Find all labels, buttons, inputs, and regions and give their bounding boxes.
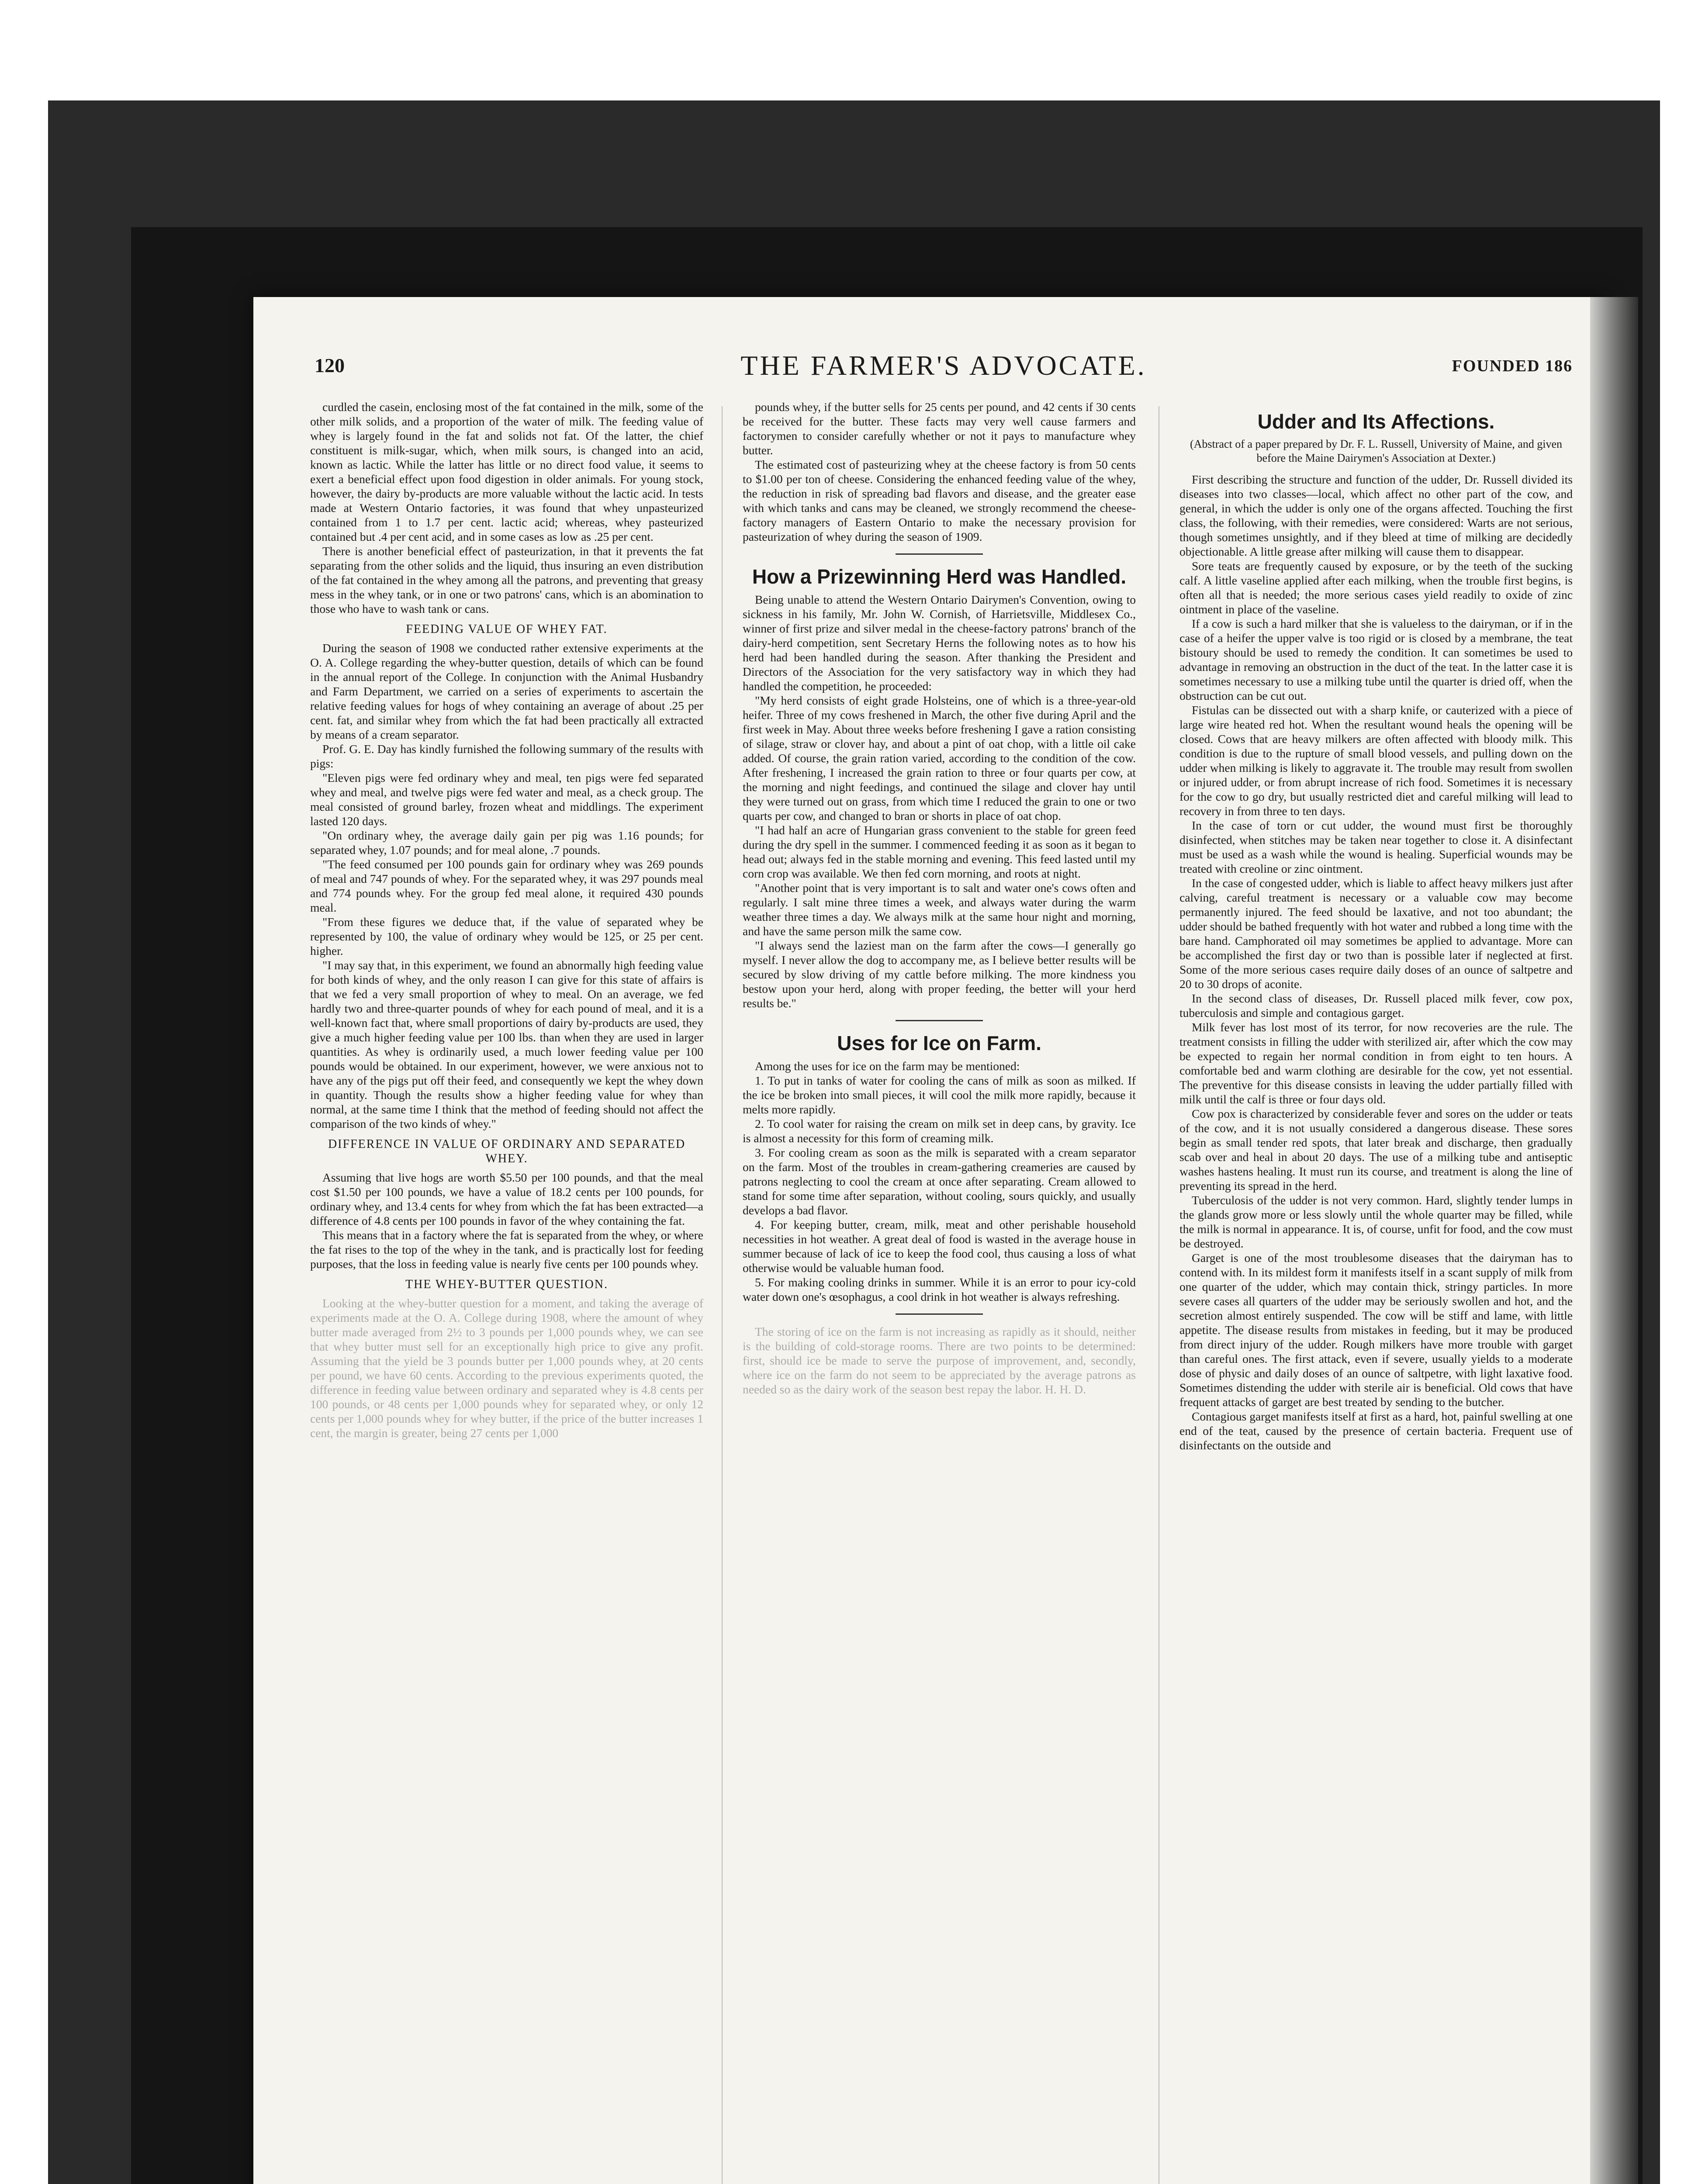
paragraph: 3. For cooling cream as soon as the milk is separated with a cream separator on the farm. Most of the troubles in cream-gathering creameries are caused by patrons neglecting to cool the cream at once after separating. Cream allowed to stand for some time after separation, without cooling, sours quickly, and usually develops a bad flavor.	[743, 1146, 1136, 1217]
paragraph: "I may say that, in this experiment, we found an abnormally high feeding value for both kinds of whey, and the only reason I can give for this state of affairs is that we fed a very small proportion of whey to meal. On an average, we fed hardly two and three-quarter pounds of whey for each pound of meal, and it is a well-known fact that, where small proportions of dairy by-products are used, they give a much higher feeding value per 100 lbs. than when they are used in larger quantities. As whey is ordinarily used, a much lower feeding value per 100 pounds would be obtained. In our experiment, however, we were anxious not to have any of the pigs put off their feed, and consequently we kept the whey down in quantity. Though the results show a higher feeding value for whey than normal, at the same time I think that the method of feeding should not affect the comparison of the two kinds of whey."	[310, 958, 703, 1130]
paragraph-faded: Looking at the whey-butter question for a moment, and taking the average of experiments made at the O. A. College during 1908, where the amount of whey butter made averaged from 2½ to 3 pounds per 1,000 pounds whey, we can see that whey butter must sell for an exceptionally high price to give any profit. Assuming that the yield be 3 pounds butter per 1,000 pounds whey, at 20 cents per pound, we have 60 cents. According to the previous experiments quoted, the difference in feeding value between ordinary and separated whey is 4.8 cents per 100 pounds, or 48 cents per 1,000 pounds whey for separated whey, or only 12 cents per 1,000 pounds whey for whey butter, if the price of the butter increases 1 cent, the margin is greater, being 27 cents per 1,000	[310, 1296, 703, 1440]
paragraph: "On ordinary whey, the average daily gain per pig was 1.16 pounds; for separated whey, 1.07 pounds; and for meal alone, .7 pounds.	[310, 829, 703, 857]
paragraph: Cow pox is characterized by considerable fever and sores on the udder or teats of the cow, and it is not usually considered a dangerous disease. These sores begin as small tender red spots, that later break and discharge, then gradually scab over and heal in about 20 days. The use of a milking tube and antiseptic washes hastens healing. It must run its course, and treatment is along the line of preventing its spread in the herd.	[1179, 1107, 1573, 1192]
article-abstract: (Abstract of a paper prepared by Dr. F. L. Russell, University of Maine, and given before the Maine Dairymen's Association at Dexter.)	[1190, 438, 1563, 464]
paragraph: This means that in a factory where the fat is separated from the whey, or where the fat rises to the top of the whey in the tank, and is practically lost for feeding purposes, that the loss in feeding value is nearly five cents per 100 pounds whey.	[310, 1228, 703, 1271]
founded-label: FOUNDED 186	[1452, 357, 1573, 375]
paragraph: During the season of 1908 we conducted rather extensive experiments at the O. A. College regarding the whey-butter question, details of which can be found in the annual report of the College. In conjunction with the Animal Husbandry and Farm Department, we carried on a series of experiments to ascertain the relative feeding values for hogs of whey containing an average of about .25 per cent. fat, and similar whey from which the fat had been practically all extracted by means of a cream separator.	[310, 641, 703, 741]
section-rule	[896, 553, 983, 555]
paragraph: curdled the casein, enclosing most of the fat contained in the milk, some of the other milk solids, and a proportion of the water of milk. The feeding value of whey is largely found in the fat and solids not fat. Of the latter, the chief constituent is milk-sugar, which, when milk sours, is changed into an acid, known as lactic. While the latter has little or no direct food value, it seems to exert a beneficial effect upon food digestion in older animals. For young stock, however, the dairy by-products are more valuable without the lactic acid. In tests made at Western Ontario factories, it was found that whey unpasteurized contained from 1 to 1.7 per cent. lactic acid; whereas, whey pasteurized contained but .4 per cent acid, and in some cases as low as .25 per cent.	[310, 400, 703, 543]
paragraph: Milk fever has lost most of its terror, for now recoveries are the rule. The treatment consists in filling the udder with sterilized air, after which the cow may be expected to regain her normal condition in from eight to ten hours. A comfortable bed and warm clothing are desirable for the cow, yet not essential. The preventive for this disease consists in leaving the udder partially filled with milk until the calf is three or four days old.	[1179, 1020, 1573, 1106]
paragraph: In the case of torn or cut udder, the wound must first be thoroughly disinfected, when stitches may be taken near together to close it. A disinfectant must be used as a wash while the wound is healing. Superficial wounds may be treated with creoline or zinc ointment.	[1179, 819, 1573, 875]
paragraph: "My herd consists of eight grade Holsteins, one of which is a three-year-old heifer. Three of my cows freshened in March, the other five during April and the first week in May. About three weeks before freshening I gave a ration consisting of silage, straw or clover hay, and about a pint of oat chop, with a little oil cake added. Of course, the grain ration varied, according to the condition of the cow. After freshening, I increased the grain ration to three or four quarts per cow, at the morning and night feedings, and continued the silage and clover hay until they were turned out on grass, from which time I reduced the grain to one or two quarts per cow, and changed to bran or shorts in place of oat chop.	[743, 694, 1136, 822]
paragraph: Tuberculosis of the udder is not very common. Hard, slightly tender lumps in the glands grow more or less slowly until the whole quarter may be filled, while the milk is normal in appearance. It is, of course, unfit for food, and the cow must be destroyed.	[1179, 1193, 1573, 1250]
column-1	[310, 400, 703, 2184]
scan-margin-left	[0, 0, 48, 2184]
paragraph-faded: The storing of ice on the farm is not increasing as rapidly as it should, neither is the building of cold-storage rooms. There are two points to be determined: first, should ice be made to serve the purpose of improvement, and, secondly, where ice on the farm do not seem to be appreciated by the average patrons as needed so as the dairy work of the season best repay the labor. H. H. D.	[743, 1325, 1136, 1396]
paragraph: 4. For keeping butter, cream, milk, meat and other perishable household necessities in hot weather. A great deal of food is wasted in the average house in summer because of lack of ice to keep the food cool, thus causing a loss of what otherwise would be valuable human food.	[743, 1218, 1136, 1275]
column-divider	[722, 406, 723, 2184]
paragraph: "From these figures we deduce that, if the value of separated whey be represented by 100, the value of ordinary whey would be 125, or 25 per cent. higher.	[310, 915, 703, 957]
paragraph: 2. To cool water for raising the cream on milk set in deep cans, by gravity. Ice is almost a necessity for this form of creaming milk.	[743, 1117, 1136, 1145]
section-rule	[896, 1020, 983, 1021]
column-3	[1179, 400, 1573, 2184]
section-subhead: THE WHEY-BUTTER QUESTION.	[405, 1278, 608, 1291]
section-subhead: DIFFERENCE IN VALUE OF ORDINARY AND SEPARATED WHEY.	[328, 1137, 686, 1165]
paragraph: "Eleven pigs were fed ordinary whey and meal, ten pigs were fed separated whey and meal, and twelve pigs were fed water and meal, as a check group. The meal consisted of ground barley, frozen wheat and middlings. The experiment lasted 120 days.	[310, 771, 703, 828]
section-rule	[896, 1313, 983, 1315]
paragraph: "Another point that is very important is to salt and water one's cows often and regularly. I salt mine three times a week, and always water during the warm weather three times a day. We always milk at the same hour night and morning, and have the same person milk the same cow.	[743, 881, 1136, 938]
paragraph: Among the uses for ice on the farm may be mentioned:	[755, 1059, 1020, 1073]
column-2	[743, 400, 1136, 2184]
section-subhead: FEEDING VALUE OF WHEY FAT.	[406, 622, 608, 636]
page-binding	[1590, 297, 1638, 2184]
paragraph: Being unable to attend the Western Ontario Dairymen's Convention, owing to sickness in his family, Mr. John W. Cornish, of Harrietsville, Middlesex Co., winner of first prize and silver medal in the cheese-factory patrons' branch of the dairy-herd competition, sent Secretary Herns the following notes as to how his herd had been handled during the season. After thanking the President and Directors of the Association for the very satisfactory way in which they had handled the competition, he proceeded:	[743, 593, 1136, 693]
paragraph: There is another beneficial effect of pasteurization, in that it prevents the fat separating from the other solids and the liquid, thus insuring an even distribution of the fat contained in the whey among all the patrons, and preventing that greasy mess in the whey tank, or in one or two patrons' cans, which is an abomination to those who have to wash tank or cans.	[310, 544, 703, 615]
page-header	[297, 349, 1590, 397]
paragraph: Assuming that live hogs are worth $5.50 per 100 pounds, and that the meal cost $1.50 per 100 pounds, we have a value of 18.2 cents per 100 pounds, for ordinary whey, and 13.4 cents for whey from which the fat has been extracted—a difference of 4.8 cents per 100 pounds in favor of the whey containing the fat.	[310, 1171, 703, 1227]
paragraph: Contagious garget manifests itself at first as a hard, hot, painful swelling at one end of the teat, caused by the presence of certain bacteria. Frequent use of disinfectants on the outside and	[1179, 1410, 1573, 1452]
paragraph: 5. For making cooling drinks in summer. While it is an error to pour icy-cold water down one's œsophagus, a cool drink in hot weather is always refreshing.	[743, 1275, 1136, 1303]
paragraph: In the case of congested udder, which is liable to affect heavy milkers just after calving, careful treatment is necessary or a valuable cow may become permanently injured. The feed should be laxative, and not too abundant; the udder should be bathed frequently with hot water and rubbed a long time with the bare hand. Camphorated oil may sometimes be applied to advantage. More can be accomplished the first day or two than is possible later if neglected at first. Some of the more serious cases require daily doses of an ounce of saltpetre and 20 to 30 drops of aconite.	[1179, 876, 1573, 991]
paragraph: The estimated cost of pasteurizing whey at the cheese factory is from 50 cents to $1.00 per ton of cheese. Considering the enhanced feeding value of the whey, the reduction in risk of spreading bad flavors and disease, and the greater ease with which tanks and cans may be cleaned, we strongly recommend the cheese-factory managers of Eastern Ontario to make the necessary provision for pasteurization of whey during the season of 1909.	[743, 458, 1136, 543]
article-headline: Uses for Ice on Farm.	[837, 1032, 1041, 1054]
paragraph: If a cow is such a hard milker that she is valueless to the dairyman, or if in the case of a heifer the upper valve is too rigid or is closed by a membrane, the teat bistoury should be used to remedy the condition. It can sometimes be used to advantage in removing an obstruction in the duct of the teat. In the latter case it is sometimes necessary to use a milking tube until the quarter is dried off, when the obstruction can be cut out.	[1179, 617, 1573, 702]
paragraph: Prof. G. E. Day has kindly furnished the following summary of the results with pigs:	[310, 742, 703, 770]
paragraph: 1. To put in tanks of water for cooling the cans of milk as soon as milked. If the ice be broken into small pieces, it will cool the milk more rapidly, because it melts more rapidly.	[743, 1074, 1136, 1116]
paragraph: "I always send the laziest man on the farm after the cows—I generally go myself. I never allow the dog to accompany me, as I believe better results will be secured by slow driving of my cattle before milking. The more kindness you bestow upon your herd, along with proper feeding, the better will your herd results be."	[743, 939, 1136, 1010]
paragraph: pounds whey, if the butter sells for 25 cents per pound, and 42 cents if 30 cents be received for the butter. These facts may very well cause farmers and factorymen to consider carefully whether or not it pays to manufacture whey butter.	[743, 400, 1136, 457]
paragraph: Garget is one of the most troublesome diseases that the dairyman has to contend with. In its mildest form it manifests itself in a scant supply of milk from one quarter of the udder, which may contain thick, stringy particles. In more severe cases all quarters of the udder may be seriously swollen and hot, and the secretion almost entirely suspended. The cow will be stiff and lame, with little appetite. The disease results from mistakes in feeding, but it may be produced from direct injury of the udder. Rough milkers have more trouble with garget than careful ones. The first attack, even if severe, usually yields to a moderate dose of physic and daily doses of an ounce of saltpetre, with light laxative food. Sometimes distending the udder with sterile air is beneficial. Old cows that have frequent attacks of garget are best treated by sending to the butcher.	[1179, 1251, 1573, 1409]
paragraph: Sore teats are frequently caused by exposure, or by the teeth of the sucking calf. A little vaseline applied after each milking, when the trouble first begins, is often all that is needed; the more serious cases yield readily to oxide of zinc ointment in place of the vaseline.	[1179, 559, 1573, 616]
paragraph: Fistulas can be dissected out with a sharp knife, or cauterized with a piece of large wire heated red hot. When the resultant wound heals the opening will be closed. Cows that are heavy milkers are often affected with bloody milk. This condition is due to the rupture of small blood vessels, and pulling down on the udder when milking is likely to aggravate it. The trouble may result from swollen or injured udder, or from abrupt increase of rich food. Sometimes it is necessary for the cow to go dry, but usually restricted diet and careful milking will lead to recovery in from three to ten days.	[1179, 703, 1573, 818]
article-headline: How a Prizewinning Herd was Handled.	[752, 565, 1127, 588]
article-headline: Udder and Its Affections.	[1257, 410, 1495, 433]
paragraph: "I had half an acre of Hungarian grass convenient to the stable for green feed during the dry spell in the summer. I commenced feeding it as soon as it began to head out; always fed in the stable morning and evening. This feed lasted until my corn crop was available. We then fed corn morning, and roots at night.	[743, 823, 1136, 880]
masthead-title: THE FARMER'S ADVOCATE.	[740, 350, 1147, 381]
paragraph: First describing the structure and function of the udder, Dr. Russell divided its diseases into two classes—local, which affect no other part of the cow, and general, in which the udder is only one of the organs affected. Touching the first class, the following, with their remedies, were considered: Warts are not serious, though sometimes unsightly, and if they bleed at time of milking are decidedly objectionable. A little grease after milking will cause them to disappear.	[1179, 473, 1573, 558]
paragraph: "The feed consumed per 100 pounds gain for ordinary whey was 269 pounds of meal and 747 pounds of whey. For the separated whey, it was 297 pounds meal and 774 pounds whey. For the group fed meal alone, it required 430 pounds meal.	[310, 857, 703, 914]
page-number: 120	[315, 354, 345, 377]
paragraph: In the second class of diseases, Dr. Russell placed milk fever, cow pox, tuberculosis and simple and contagious garget.	[1179, 992, 1573, 1019]
